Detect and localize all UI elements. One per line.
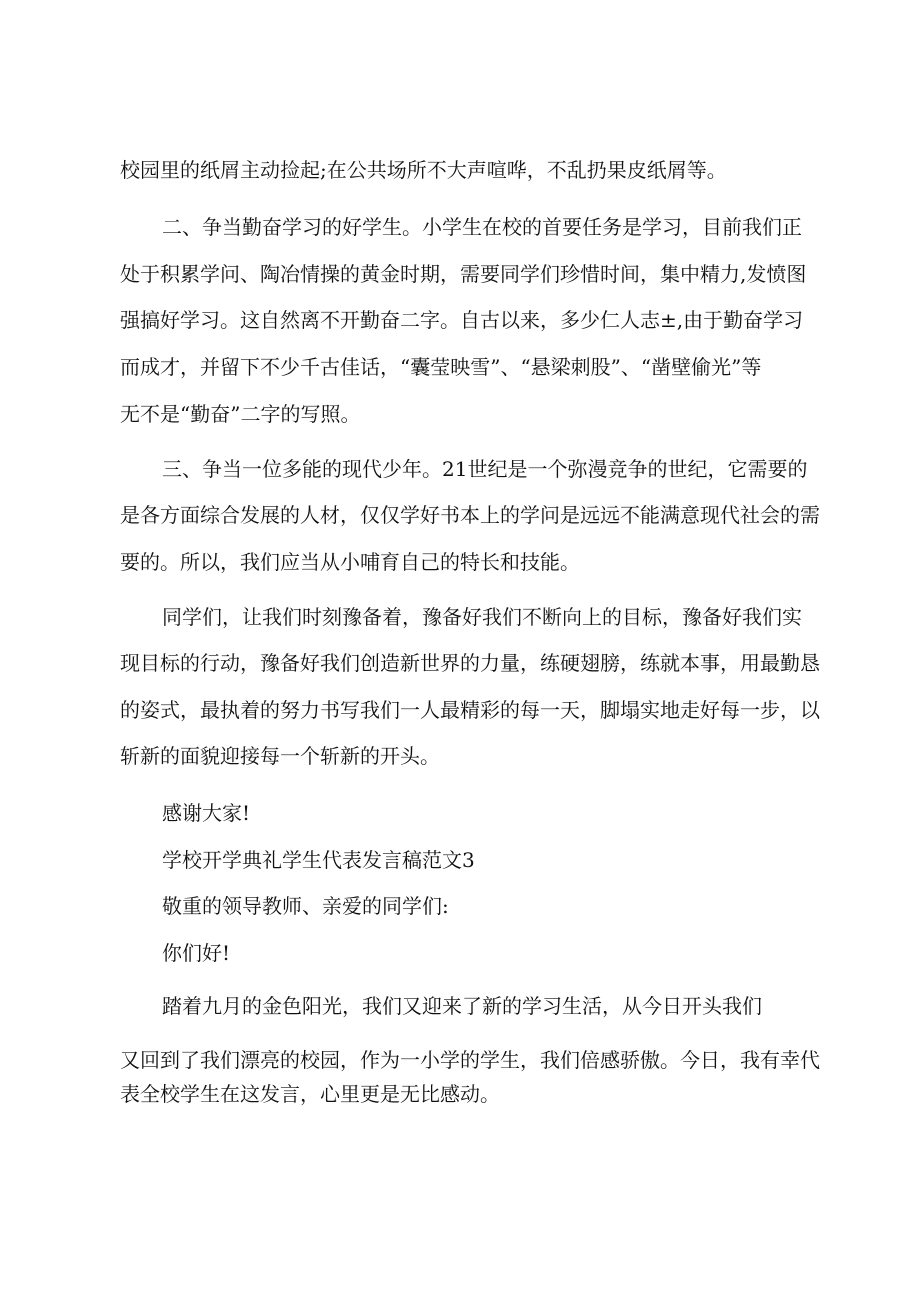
greeting: 你们好! — [162, 941, 231, 965]
paragraph-2-line-1: 二、争当勤奋学习的好学生。小学生在校的首要任务是学习，目前我们正 — [162, 215, 802, 239]
salutation: 敬重的领导教师、亲爱的同学们: — [162, 894, 449, 918]
paragraph-9-line-1: 踏着九月的金色阳光，我们又迎来了新的学习生活，从今日开头我们 — [162, 994, 762, 1018]
paragraph-3-line-1: 三、争当一位多能的现代少年。21世纪是一个弥漫竞争的世纪，它需要的 — [162, 457, 808, 481]
paragraph-4-line-4: 斩新的面貌迎接每一个斩新的开头。 — [120, 744, 440, 768]
paragraph-3-line-3: 要的。所以，我们应当从小哺育自己的特长和技能。 — [120, 550, 580, 574]
paragraph-10-line-2: 表全校学生在这发言，心里更是无比感动。 — [120, 1082, 500, 1106]
paragraph-2-line-4: 而成才，并留下不少千古佳话，“囊莹映雪”、“悬梁刺股”、“凿壁偷光”等 — [120, 355, 762, 379]
paragraph-3-line-2: 是各方面综合发展的人材，仅仅学好书本上的学问是远远不能满意现代社会的需 — [120, 503, 820, 527]
paragraph-4-line-3: 的姿式，最执着的努力书写我们一人最精彩的每一天，脚塌实地走好每一步，以 — [120, 698, 820, 722]
paragraph-10-line-1: 又回到了我们漂亮的校园，作为一小学的学生，我们倍感骄傲。今日，我有幸代 — [120, 1048, 820, 1072]
paragraph-4-line-1: 同学们，让我们时刻豫备着，豫备好我们不断向上的目标，豫备好我们实 — [162, 605, 802, 629]
paragraph-2-line-3: 强搞好学习。这自然离不开勤奋二字。自古以来，多少仁人志±,由于勤奋学习 — [120, 308, 804, 332]
section-title: 学校开学典礼学生代表发言稿范文3 — [162, 848, 475, 872]
paragraph-2-line-2: 处于积累学问、陶冶情操的黄金时期，需要同学们珍惜时间，集中精力,发愤图 — [120, 262, 807, 286]
paragraph-4-line-2: 现目标的行动，豫备好我们创造新世界的力量，练硬翅膀，练就本事，用最勤恳 — [120, 651, 820, 675]
paragraph-2-line-5: 无不是“勤奋”二字的写照。 — [120, 402, 361, 426]
paragraph-5-line-1: 感谢大家! — [162, 801, 251, 825]
paragraph-1-line-1: 校园里的纸屑主动捡起;在公共场所不大声喧哗，不乱扔果皮纸屑等。 — [120, 158, 727, 182]
